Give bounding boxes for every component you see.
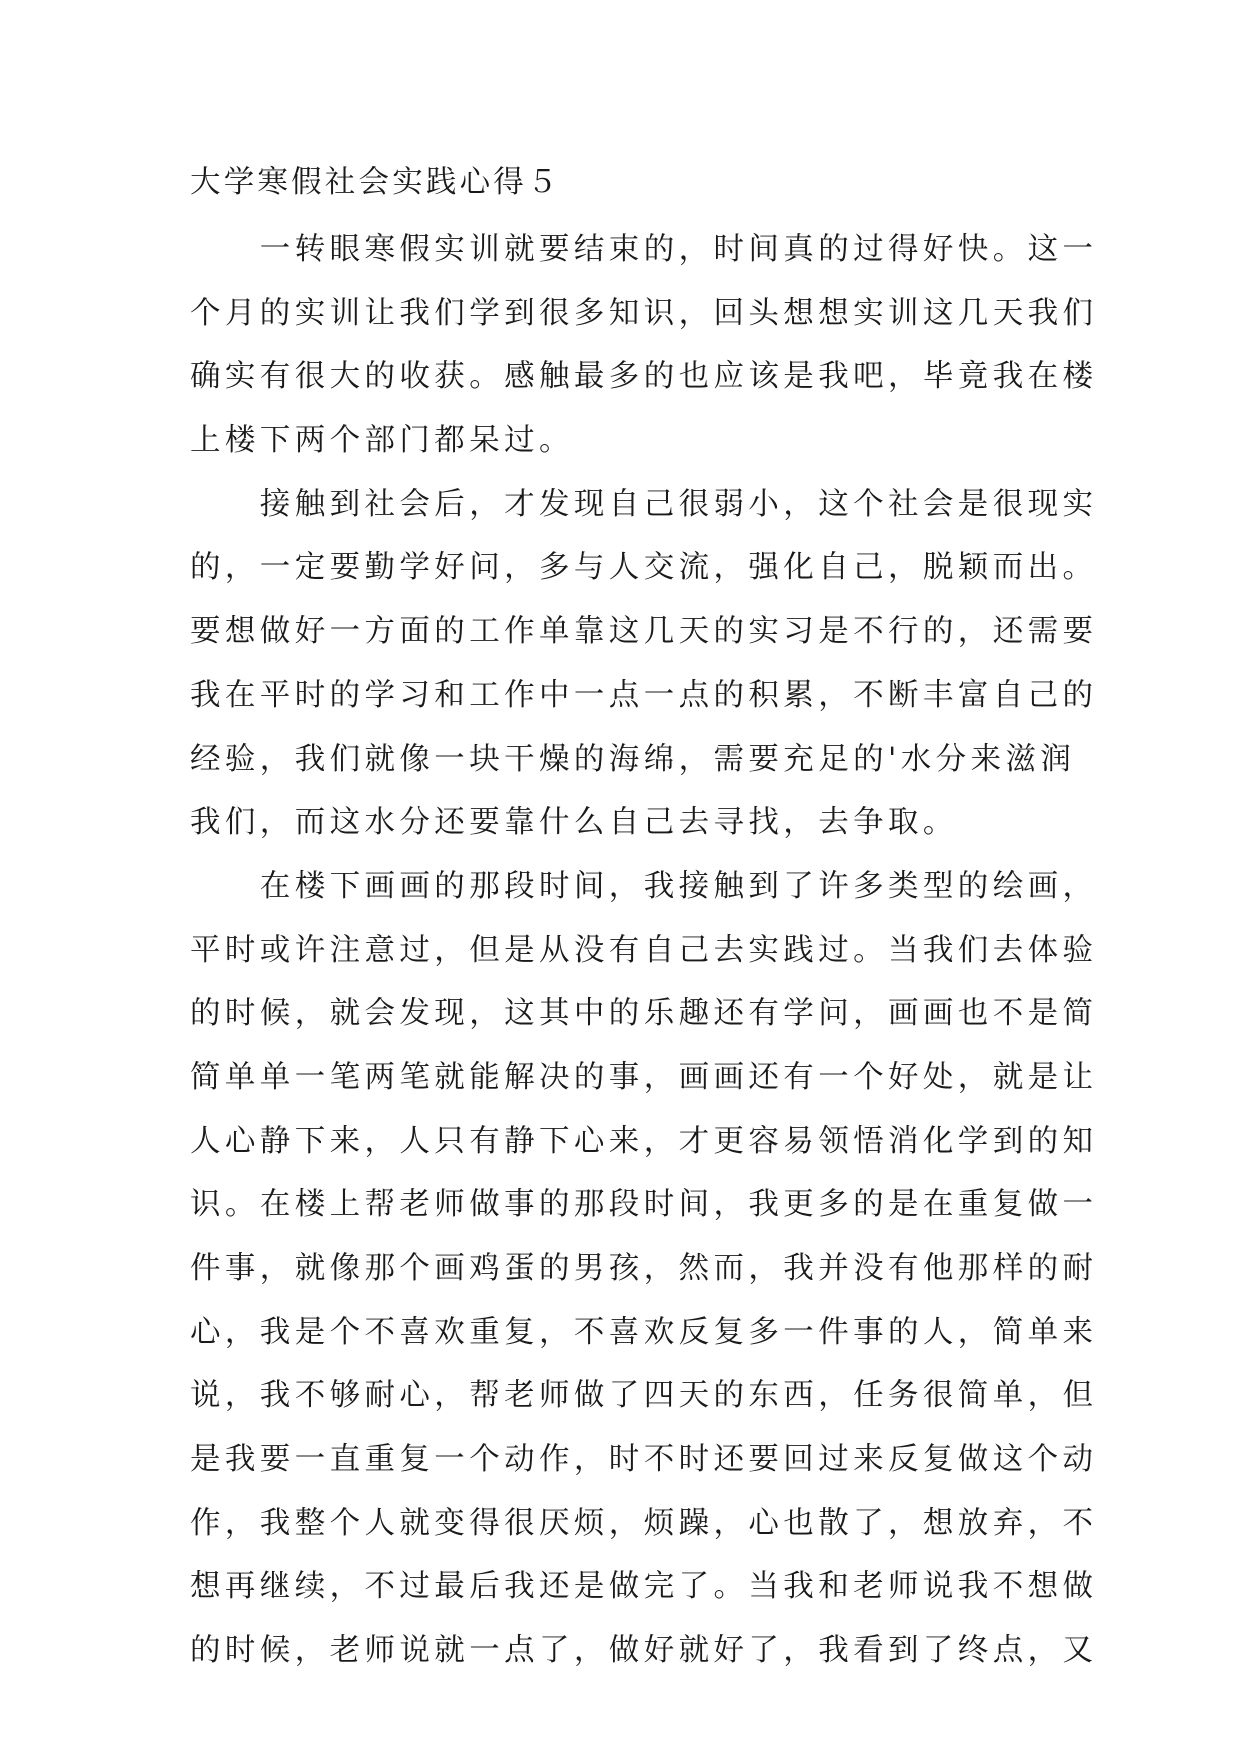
paragraph-2 <box>190 473 1098 855</box>
text-line: 的，一定要勤学好问，多与人交流，强化自己，脱颖而出。 <box>190 550 1098 586</box>
paragraph-1 <box>190 218 1098 473</box>
document-title: 大学寒假社会实践心得５ <box>190 165 561 200</box>
text-line: 一转眼寒假实训就要结束的，时间真的过得好快。这一 <box>190 232 1098 267</box>
text-line: 我在平时的学习和工作中一点一点的积累，不断丰富自己的 <box>190 677 1098 713</box>
paragraph-3 <box>190 855 1098 1683</box>
text-line: 的时候，老师说就一点了，做好就好了，我看到了终点，又 <box>190 1633 1098 1669</box>
text-line: 说，我不够耐心，帮老师做了四天的东西，任务很简单，但 <box>190 1378 1098 1414</box>
text-line: 人心静下来，人只有静下心来，才更容易领悟消化学到的知 <box>190 1123 1098 1159</box>
text-line: 是我要一直重复一个动作，时不时还要回过来反复做这个动 <box>190 1442 1098 1478</box>
text-line: 简单单一笔两笔就能解决的事，画画还有一个好处，就是让 <box>190 1059 1098 1095</box>
text-line: 的时候，就会发现，这其中的乐趣还有学问，画画也不是简 <box>190 996 1098 1032</box>
text-line: 接触到社会后，才发现自己很弱小，这个社会是很现实 <box>190 486 1098 522</box>
text-line: 作，我整个人就变得很厌烦，烦躁，心也散了，想放弃，不 <box>190 1505 1098 1541</box>
text-line: 确实有很大的收获。感触最多的也应该是我吧，毕竟我在楼 <box>190 359 1098 395</box>
text-line: 想再继续，不过最后我还是做完了。当我和老师说我不想做 <box>190 1569 1098 1605</box>
text-line: 上楼下两个部门都呆过。 <box>190 423 574 459</box>
text-line: 平时或许注意过，但是从没有自己去实践过。当我们去体验 <box>190 932 1098 968</box>
text-line: 我们，而这水分还要靠什么自己去寻找，去争取。 <box>190 805 958 841</box>
text-line: 个月的实训让我们学到很多知识，回头想想实训这几天我们 <box>190 295 1098 331</box>
text-line: 识。在楼上帮老师做事的那段时间，我更多的是在重复做一 <box>190 1187 1098 1223</box>
text-line: 要想做好一方面的工作单靠这几天的实习是不行的，还需要 <box>190 614 1098 650</box>
text-line: 心，我是个不喜欢重复，不喜欢反复多一件事的人，简单来 <box>190 1314 1098 1350</box>
document-body <box>190 165 1098 1683</box>
text-line: 件事，就像那个画鸡蛋的男孩，然而，我并没有他那样的耐 <box>190 1251 1098 1286</box>
text-line: 在楼下画画的那段时间，我接触到了许多类型的绘画， <box>190 868 1098 904</box>
text-line: 经验，我们就像一块干燥的海绵，需要充足的'水分来滋润 <box>190 741 1076 777</box>
